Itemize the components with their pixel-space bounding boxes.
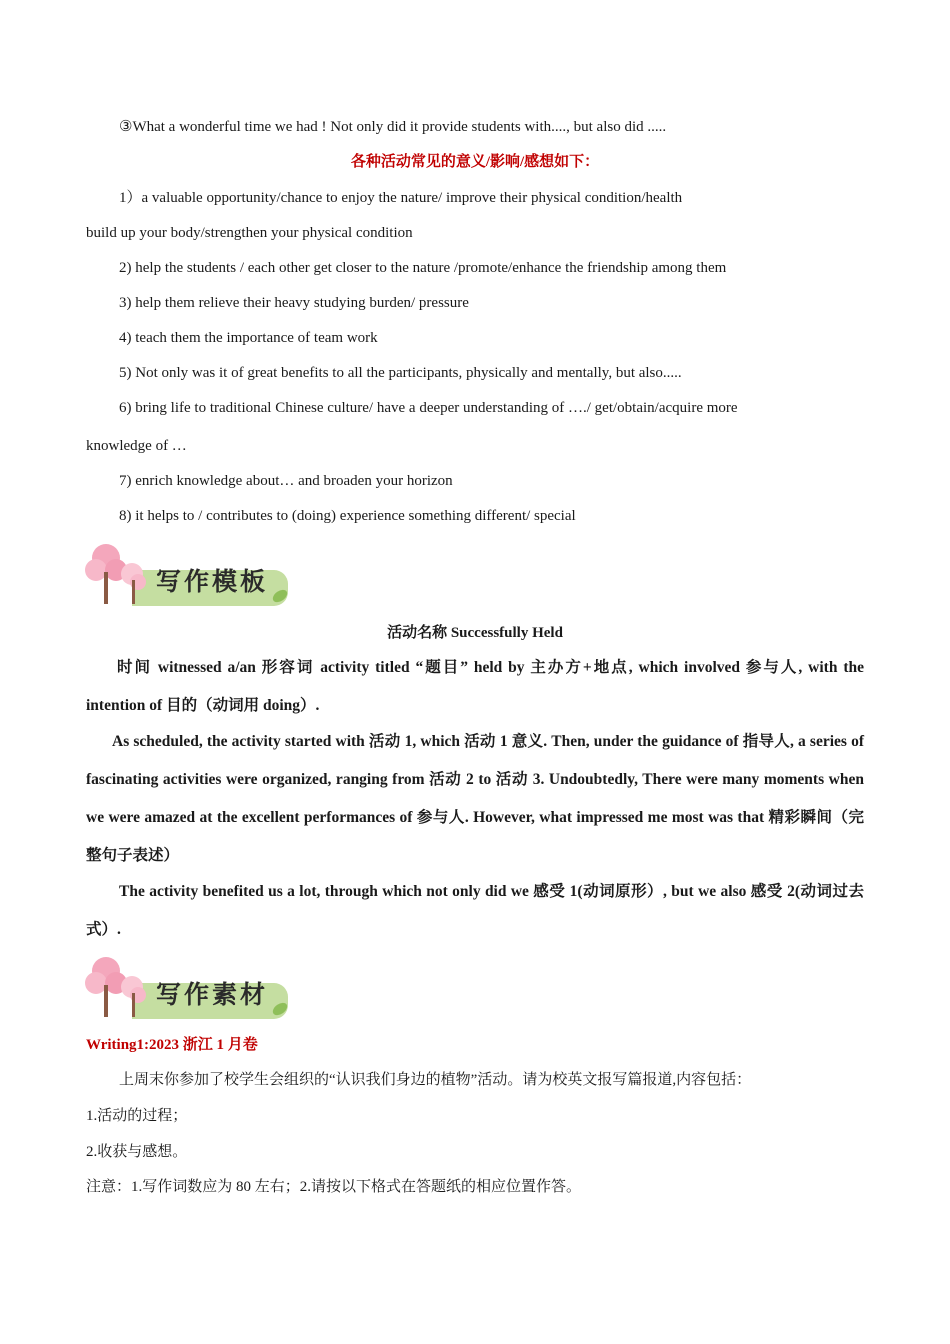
banner-title: 写作模板: [156, 567, 269, 596]
point-7-line: 7) enrich knowledge about… and broaden your horizon: [119, 473, 453, 489]
writing-1-point-2: 2.收获与感想。: [86, 1144, 188, 1160]
point-2-line: 2) help the students / each other get closer to the nature /promote/enhance the friendship among them: [119, 260, 727, 276]
leaf-icon: [84, 951, 294, 1023]
point-3-line: 3) help them relieve their heavy studying burden/ pressure: [119, 295, 469, 311]
writing-1-note: 注意：1.写作词数应为 80 左右；2.请按以下格式在答题纸的相应位置作答。: [86, 1179, 582, 1195]
template-paragraph-2: As scheduled, the activity started with 活动 1, which 活动 1 意义. Then, under the guidance of 指导人, a series of fascinating activities were organized, ranging from 活动 2 to 活动 3. Undoubtedly, There were many moments when we were amazed at the excellent performances of 参与人. However, what impressed me most was that 精彩瞬间（完整句子表述）: [86, 733, 864, 864]
point-4-line: 4) teach them the importance of team work: [119, 330, 378, 346]
writing-1-intro: 上周末你参加了校学生会组织的“认识我们身边的植物”活动。请为校英文报写篇报道,内容包括：: [119, 1072, 752, 1088]
writing-1-point-1: 1.活动的过程；: [86, 1108, 188, 1124]
template-paragraph-1: 时间 witnessed a/an 形容词 activity titled “题目” held by 主办方+地点, which involved 参与人, with the intention of 目的（动词用 doing）.: [86, 659, 864, 714]
writing-1-heading: Writing1:2023 浙江 1 月卷: [86, 1037, 258, 1053]
point-6-continued: knowledge of …: [86, 438, 187, 454]
section-banner-material: [84, 951, 294, 1023]
point-6-line: 6) bring life to traditional Chinese culture/ have a deeper understanding of …./ get/obtain/acquire more: [119, 400, 738, 416]
template-title: 活动名称 Successfully Held: [387, 625, 563, 641]
leaf-icon: [84, 538, 294, 610]
point-1-line: 1）a valuable opportunity/chance to enjoy the nature/ improve their physical condition/health: [119, 190, 683, 206]
banner-title: 写作素材: [156, 980, 269, 1009]
template-paragraph-3: The activity benefited us a lot, through which not only did we 感受 1(动词原形）, but we also 感受 2(动词过去式）.: [86, 883, 864, 938]
section-banner-template: [84, 538, 294, 610]
point-5-line: 5) Not only was it of great benefits to all the participants, physically and mentally, but also.....: [119, 365, 682, 381]
point-1-continued: build up your body/strengthen your physical condition: [86, 225, 413, 241]
point-8-line: 8) it helps to / contributes to (doing) experience something different/ special: [119, 508, 576, 524]
meanings-heading: 各种活动常见的意义/影响/感想如下：: [350, 154, 600, 170]
item-3-line: ③What a wonderful time we had ! Not only did it provide students with...., but also did .....: [119, 119, 667, 135]
